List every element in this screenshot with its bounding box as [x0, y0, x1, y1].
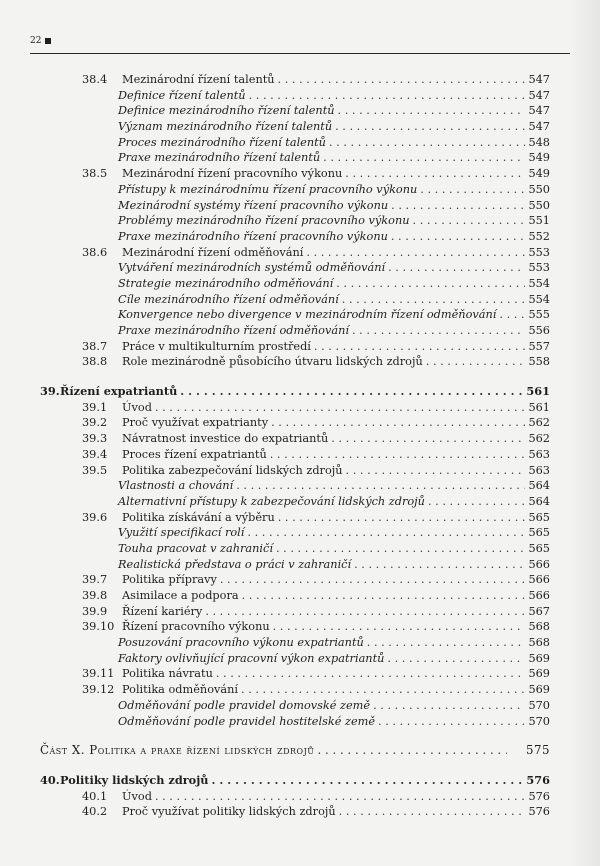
toc-entry-title: Cíle mezinárodního řízení odměňování	[118, 292, 339, 306]
toc-entry-page: 565	[528, 541, 550, 555]
toc-entry-sec	[40, 572, 550, 588]
toc-entry-page: 566	[528, 573, 550, 587]
toc-leader-dots	[339, 804, 525, 820]
toc-entry-sub	[40, 635, 550, 651]
toc-entry-title: Definice řízení talentů	[118, 88, 246, 102]
toc-leader-dots	[367, 635, 525, 651]
toc-entry-sub	[40, 276, 550, 292]
toc-leader-dots	[212, 773, 524, 789]
toc-entry-sub	[40, 103, 550, 119]
toc-entry-title: Konvergence nebo divergence v mezinárodním řízení odměňování	[118, 308, 497, 322]
toc-entry-page: 576	[528, 805, 550, 819]
toc-entry-page: 556	[528, 324, 550, 337]
toc-entry-title: Proč využívat expatrianty	[122, 416, 269, 430]
toc-entry-page: 576	[526, 772, 550, 787]
toc-entry-title: Asimilace a podpora	[122, 589, 239, 602]
toc-entry-page: 570	[528, 698, 550, 712]
toc-entry-sec	[40, 619, 550, 635]
toc-entry-title: Řízení kariéry	[122, 604, 203, 618]
toc-entry-number: 38.4	[82, 73, 108, 86]
toc-entry-sub	[40, 135, 550, 151]
toc-entry-title: Politiky lidských zdrojů	[60, 772, 209, 787]
toc-entry-page: 561	[528, 400, 550, 414]
toc-leader-dots	[247, 525, 525, 541]
toc-leader-dots	[155, 789, 525, 805]
toc-entry-sec	[40, 72, 550, 88]
toc-entry-title: Definice mezinárodního řízení talentů	[118, 104, 335, 118]
toc-entry-sub	[40, 119, 550, 135]
toc-entry-sub	[40, 323, 550, 339]
toc-entry-number: 39.11	[82, 667, 115, 681]
toc-leader-dots	[242, 588, 525, 604]
toc-leader-dots	[428, 494, 525, 510]
toc-entry-sec	[40, 339, 550, 355]
toc-entry-number: 39.4	[82, 447, 108, 461]
toc-leader-dots	[241, 682, 525, 698]
toc-leader-dots	[216, 666, 525, 682]
toc-entry-page: 569	[528, 651, 550, 665]
page-header	[30, 36, 51, 46]
toc-entry-sub	[40, 198, 550, 214]
toc-leader-dots	[352, 323, 525, 339]
toc-leader-dots	[391, 198, 525, 214]
toc-entry-number: 39.8	[82, 589, 108, 602]
toc-leader-dots	[278, 72, 525, 88]
toc-entry-sub	[40, 557, 550, 573]
toc-gap	[40, 370, 550, 384]
toc-entry-title: Touha pracovat v zahraničí	[118, 541, 273, 555]
toc-leader-dots	[180, 384, 523, 400]
page-number: 22	[30, 36, 42, 46]
toc-entry-page: 549	[528, 167, 550, 181]
toc-entry-sec	[40, 604, 550, 620]
toc-entry-title: Politika zabezpečování lidských zdrojů	[122, 463, 343, 477]
toc-leader-dots	[205, 604, 525, 620]
toc-entry-title: Praxe mezinárodního řízení pracovního výkonu	[118, 229, 388, 243]
toc-leader-dots	[220, 572, 525, 588]
toc-entry-page: 566	[528, 589, 550, 602]
toc-entry-sec	[40, 166, 550, 182]
toc-entry-page: 557	[528, 339, 550, 353]
toc-leader-dots	[236, 478, 525, 494]
toc-entry-title: Alternativní přístupy k zabezpečování lidských zdrojů	[118, 494, 425, 508]
toc-leader-dots	[373, 698, 525, 714]
toc-leader-dots	[387, 651, 525, 667]
toc-leader-dots	[318, 743, 507, 759]
toc-entry-sub	[40, 494, 550, 510]
toc-leader-dots	[354, 557, 525, 573]
toc-entry-page: 569	[528, 667, 550, 681]
toc-entry-sec	[40, 400, 550, 416]
toc-entry-page: 551	[528, 214, 550, 228]
toc-entry-title: Politika návratu	[122, 667, 213, 681]
toc-leader-dots	[413, 213, 525, 229]
toc-entry-sub	[40, 714, 550, 730]
toc-entry-sub	[40, 229, 550, 245]
toc-entry-title: Problémy mezinárodního řízení pracovního výkonu	[118, 214, 410, 228]
toc-entry-title: Vlastnosti a chování	[118, 479, 234, 493]
toc-entry-sec	[40, 245, 550, 261]
toc-entry-title: Přístupy k mezinárodnímu řízení pracovního výkonu	[118, 182, 418, 196]
toc-entry-number: 39.2	[82, 416, 108, 430]
toc-entry-chap	[40, 384, 550, 400]
toc-entry-title: Řízení expatriantů	[60, 384, 178, 399]
toc-entry-page: 553	[528, 261, 550, 275]
toc-entry-title: Strategie mezinárodního odměňování	[118, 276, 334, 290]
toc-entry-number: 38.6	[82, 245, 108, 259]
toc-entry-page: 554	[528, 292, 550, 306]
toc-leader-dots	[336, 276, 525, 292]
toc-entry-title: Řízení pracovního výkonu	[122, 620, 270, 634]
toc-entry-page: 550	[528, 182, 550, 196]
toc-entry-part	[40, 743, 550, 759]
toc-entry-sub	[40, 260, 550, 276]
toc-entry-page: 570	[528, 714, 550, 728]
toc-entry-number: 39.1	[82, 400, 108, 414]
toc-entry-page: 552	[528, 229, 550, 243]
toc-leader-dots	[346, 463, 525, 479]
toc-entry-number: 40.2	[82, 805, 108, 819]
toc-leader-dots	[499, 307, 525, 323]
toc-entry-number: 38.7	[82, 339, 108, 353]
toc-entry-sec	[40, 354, 550, 370]
toc-entry-page: 569	[528, 683, 550, 697]
toc-entry-title: Mezinárodní řízení pracovního výkonu	[122, 167, 343, 181]
toc-leader-dots	[342, 292, 525, 308]
toc-entry-number: 40.1	[82, 789, 108, 803]
toc-entry-page: 565	[528, 526, 550, 540]
toc-entry-sub	[40, 541, 550, 557]
toc-entry-sub	[40, 698, 550, 714]
toc-leader-dots	[420, 182, 525, 198]
toc-entry-page: 565	[528, 510, 550, 524]
toc-entry-title: Odměňování podle pravidel domovské země	[118, 698, 371, 712]
toc-entry-page: 576	[528, 789, 550, 803]
toc-leader-dots	[426, 354, 525, 370]
toc-entry-title: Realistická představa o práci v zahraničí	[118, 557, 352, 571]
toc-entry-page: 547	[528, 73, 550, 86]
toc-entry-number: 39.	[40, 384, 60, 399]
toc-entry-sub	[40, 307, 550, 323]
toc-entry-title: Proces řízení expatriantů	[122, 447, 267, 461]
toc-entry-sec	[40, 682, 550, 698]
toc-entry-sub	[40, 478, 550, 494]
toc-entry-sec	[40, 804, 550, 820]
toc-entry-number: 39.9	[82, 604, 108, 618]
toc-entry-sub	[40, 213, 550, 229]
toc-entry-page: 549	[528, 151, 550, 165]
toc-entry-number: 39.3	[82, 432, 108, 446]
toc-entry-sec	[40, 463, 550, 479]
toc-entry-sec	[40, 431, 550, 447]
toc-entry-title: Praxe mezinárodního řízení talentů	[118, 151, 321, 165]
toc-entry-page: 562	[528, 416, 550, 430]
toc-entry-page: 564	[528, 479, 550, 493]
toc-entry-sub	[40, 182, 550, 198]
toc-entry-number: 39.5	[82, 463, 108, 477]
toc-entry-title: Politika odměňování	[122, 683, 239, 697]
toc-leader-dots	[273, 619, 525, 635]
toc-entry-title: Mezinárodní řízení odměňování	[122, 245, 304, 259]
toc-entry-title: Faktory ovlivňující pracovní výkon expatriantů	[118, 651, 385, 665]
toc-entry-title: Práce v multikulturním prostředí	[122, 339, 311, 353]
toc-leader-dots	[314, 339, 525, 355]
header-square-mark	[45, 38, 51, 44]
toc-entry-page: 563	[528, 463, 550, 477]
toc-entry-number: 39.7	[82, 573, 108, 587]
toc-leader-dots	[278, 510, 525, 526]
toc-entry-sub	[40, 88, 550, 104]
toc-leader-dots	[270, 447, 525, 463]
toc-leader-dots	[338, 103, 525, 119]
toc-entry-page: 562	[528, 432, 550, 446]
toc-leader-dots	[388, 260, 525, 276]
toc-leader-dots	[329, 135, 525, 151]
toc-entry-page: 548	[528, 135, 550, 149]
toc-entry-sec	[40, 415, 550, 431]
toc-entry-sub	[40, 292, 550, 308]
toc-entry-sub	[40, 150, 550, 166]
toc-entry-page: 558	[528, 355, 550, 369]
toc-leader-dots	[331, 431, 525, 447]
toc-entry-sec	[40, 666, 550, 682]
toc-leader-dots	[335, 119, 525, 135]
toc-leader-dots	[249, 88, 525, 104]
toc-leader-dots	[323, 150, 525, 166]
toc-leader-dots	[155, 400, 525, 416]
toc-entry-page: 568	[528, 620, 550, 634]
toc-entry-number: 38.8	[82, 355, 108, 369]
toc-leader-dots	[378, 714, 525, 730]
toc-entry-title: Praxe mezinárodního řízení odměňování	[118, 324, 349, 337]
toc-entry-number: 39.10	[82, 620, 115, 634]
toc-entry-title: Část X. Politika a praxe řízení lidských zdrojů	[40, 743, 315, 758]
toc-entry-page: 554	[528, 276, 550, 290]
toc-entry-title: Úvod	[122, 789, 152, 803]
toc-entry-sec	[40, 789, 550, 805]
toc-leader-dots	[391, 229, 525, 245]
toc-entry-page: 555	[528, 308, 550, 322]
toc-entry-title: Mezinárodní systémy řízení pracovního výkonu	[118, 198, 389, 212]
toc-entry-page: 567	[528, 604, 550, 618]
toc-entry-title: Využití specifikací rolí	[118, 526, 245, 540]
toc-entry-page: 561	[526, 384, 550, 399]
toc-entry-page: 547	[528, 88, 550, 102]
toc-entry-sec	[40, 588, 550, 604]
toc-entry-page: 553	[528, 245, 550, 259]
toc-entry-sub	[40, 651, 550, 667]
toc-entry-title: Vytváření mezinárodních systémů odměňování	[118, 261, 386, 275]
toc-entry-number: 40.	[40, 772, 60, 787]
toc-entry-sec	[40, 447, 550, 463]
toc-entry-number: 39.12	[82, 683, 115, 697]
toc-leader-dots	[306, 245, 525, 261]
toc-entry-title: Proces mezinárodního řízení talentů	[118, 135, 326, 149]
toc-entry-page: 568	[528, 636, 550, 650]
toc-entry-page: 547	[528, 120, 550, 134]
toc-entry-title: Proč využívat politiky lidských zdrojů	[122, 805, 336, 819]
toc-entry-title: Posuzování pracovního výkonu expatriantů	[118, 636, 364, 650]
toc-entry-title: Návratnost investice do expatriantů	[122, 432, 329, 446]
toc-entry-title: Politika přípravy	[122, 573, 217, 587]
toc-leader-dots	[271, 415, 525, 431]
toc-leader-dots	[345, 166, 525, 182]
toc-entry-sec	[40, 510, 550, 526]
toc-entry-title: Význam mezinárodního řízení talentů	[118, 120, 333, 134]
toc-entry-page: 564	[528, 494, 550, 508]
header-rule	[30, 53, 570, 54]
toc-entry-page: 563	[528, 447, 550, 461]
toc-gap	[40, 729, 550, 743]
toc-entry-page: 547	[528, 104, 550, 118]
page-edge-shadow	[570, 0, 600, 866]
toc-entry-title: Odměňování podle pravidel hostitelské země	[118, 714, 376, 728]
toc-entry-chap	[40, 773, 550, 789]
toc-entry-number: 39.6	[82, 510, 108, 524]
toc-entry-page: 575	[525, 743, 550, 758]
toc-entry-title: Mezinárodní řízení talentů	[122, 73, 275, 86]
toc-leader-dots	[276, 541, 525, 557]
toc-entry-number: 38.5	[82, 167, 108, 181]
toc-gap	[40, 759, 550, 773]
toc-entry-title: Role mezinárodně působícího útvaru lidských zdrojů	[122, 355, 423, 369]
toc-entry-page: 566	[528, 557, 550, 571]
table-of-contents	[40, 72, 550, 820]
toc-entry-page: 550	[528, 198, 550, 212]
toc-entry-title: Politika získávání a výběru	[122, 510, 275, 524]
toc-entry-sub	[40, 525, 550, 541]
toc-entry-title: Úvod	[122, 400, 152, 414]
